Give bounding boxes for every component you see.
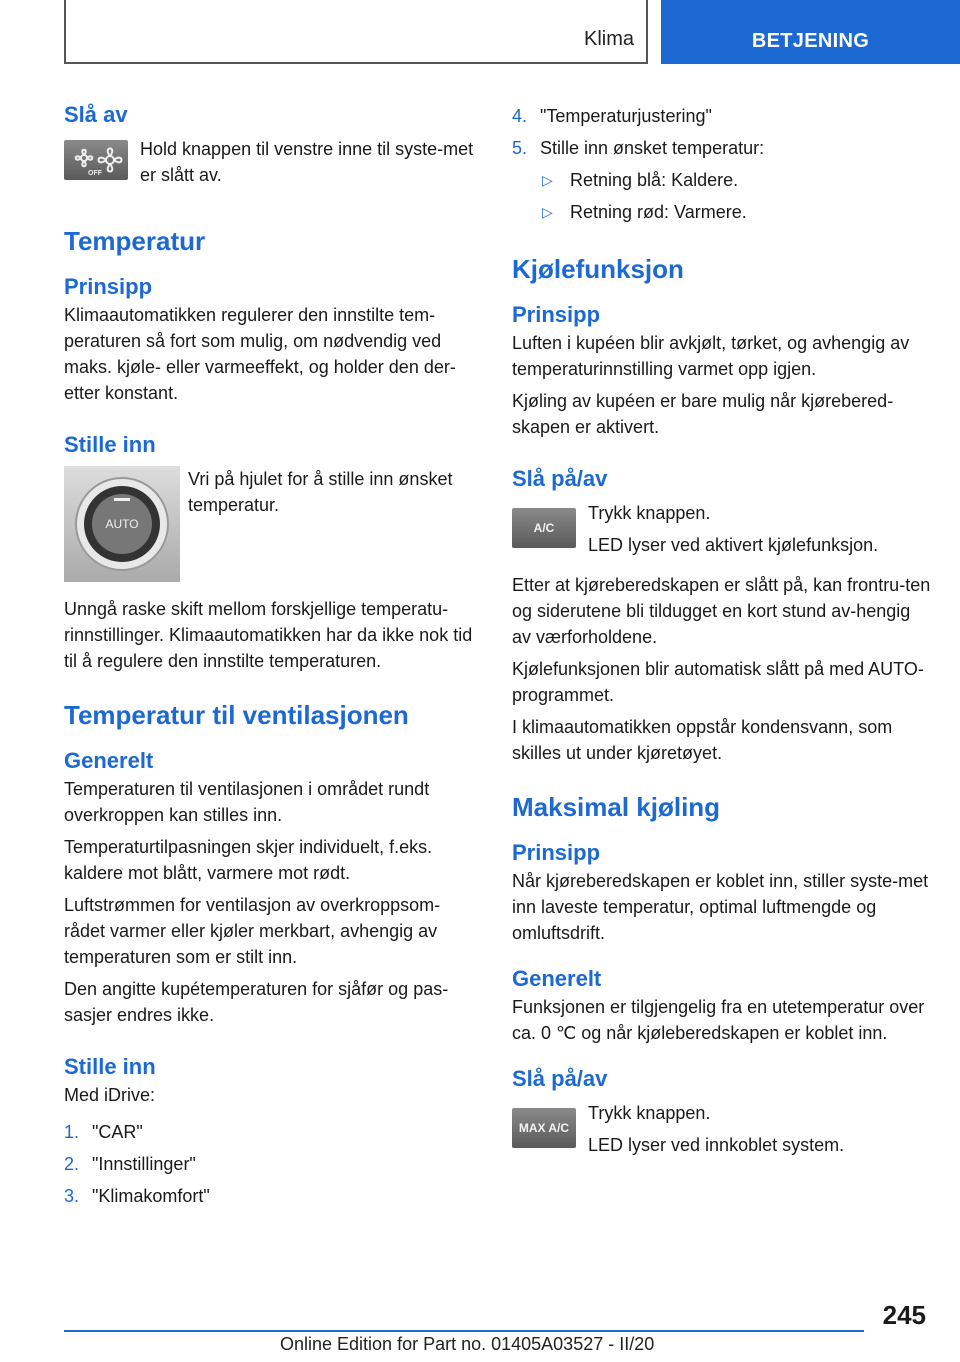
maxac-text-1: Trykk knappen. — [588, 1103, 711, 1123]
after-p2: Kjølefunksjonen blir automatisk slått på med AUTO-programmet. — [512, 659, 924, 705]
idrive-steps-continued — [512, 100, 932, 164]
principle-text: Klimaautomatikken regulerer den innstilte tem‐peraturen så fort som mulig, om nødvendig ved maks. kjøle- eller varmeeffekt, og holder den der‐etter konstant. — [64, 305, 456, 403]
general-p4: Den angitte kupétemperaturen for sjåfør og pas‐sasjer endres ikke. — [64, 979, 449, 1025]
off-text: Hold knappen til venstre inne til syste‐met er slått av. — [140, 139, 474, 185]
maxac-figure — [512, 1100, 932, 1158]
footer-edition: Online Edition for Part no. 01405A03527 - II/20 — [280, 1334, 655, 1354]
avoid-text: Unngå raske skift mellom forskjellige temperatu‐rinnstillinger. Klimaautomatikken har da ikke nok tid til å regulere den innstilte temperaturen. — [64, 599, 473, 671]
fan-icon — [66, 142, 126, 178]
svg-text:AUTO: AUTO — [105, 517, 139, 531]
max-cooling-heading: Maksimal kjøling — [512, 792, 721, 822]
svg-text:OFF: OFF — [88, 170, 102, 177]
general-p1: Temperaturen til ventilasjonen i området rundt overkroppen kan stilles inn. — [64, 779, 430, 825]
set-heading: Stille inn — [64, 432, 156, 457]
list-item: 4. "Temperaturjustering" — [512, 106, 712, 126]
cooling-heading: Kjølefunksjon — [512, 254, 684, 284]
temperature-knob-image — [64, 466, 180, 582]
ac-text-1: Trykk knappen. — [588, 503, 711, 523]
after-p3: I klimaautomatikken oppstår kondensvann, som skilles ut under kjøretøyet. — [512, 717, 893, 763]
knob-figure — [64, 466, 479, 582]
list-item: 2. "Innstillinger" — [64, 1154, 196, 1174]
off-figure — [64, 136, 479, 188]
set2-heading: Stille inn — [64, 1054, 156, 1079]
max-general-text: Funksjonen er tilgjengelig fra en utetemperatur over ca. 0 ℃ og når kjøleberedskapen er koblet inn. — [512, 997, 925, 1043]
off-heading: Slå av — [64, 102, 128, 127]
left-column — [64, 100, 479, 1212]
maxac-text-2: LED lyser ved innkoblet system. — [588, 1135, 845, 1155]
max-general-heading: Generelt — [512, 966, 602, 991]
header-section-title: Klima — [583, 28, 634, 50]
set-text: Vri på hjulet for å stille inn ønsket temperatur. — [188, 469, 453, 515]
cooling-principle-p1: Luften i kupéen blir avkjølt, tørket, og avhengig av temperaturinnstilling varmet opp igjen. — [512, 333, 910, 379]
knob-icon — [64, 466, 180, 582]
ac-figure — [512, 500, 932, 558]
general-p2: Temperaturtilpasningen skjer individuelt, f.eks. kaldere mot blått, varmere mot rødt. — [64, 837, 433, 883]
max-principle-text: Når kjøreberedskapen er koblet inn, stiller syste‐met inn laveste temperatur, optimal luftmengde og omluftsdrift. — [512, 871, 929, 943]
triangle-icon: ▷ — [542, 172, 553, 188]
ac-button-icon: A/C — [512, 508, 576, 548]
principle-heading: Prinsipp — [64, 274, 153, 299]
page-number: 245 — [882, 1300, 926, 1330]
fan-off-button-icon — [64, 140, 128, 180]
max-ac-button-icon: MAX A/C — [512, 1108, 576, 1148]
cooling-principle-heading: Prinsipp — [512, 302, 601, 327]
right-column — [512, 100, 932, 1158]
list-item: 5. Stille inn ønsket temperatur: — [512, 138, 765, 158]
list-item: 1. "CAR" — [64, 1122, 143, 1142]
list-item: ▷ Retning rød: Varmere. — [512, 196, 932, 228]
idrive-steps-list — [64, 1116, 479, 1212]
max-onoff-heading: Slå på/av — [512, 1066, 608, 1091]
cooling-onoff-heading: Slå på/av — [512, 466, 608, 491]
general-heading: Generelt — [64, 748, 154, 773]
max-principle-heading: Prinsipp — [512, 840, 601, 865]
after-p1: Etter at kjøreberedskapen er slått på, kan frontru‐ten og siderutene bli tildugget en kort stund av‐hengig av værforholdene. — [512, 575, 931, 647]
temperature-heading: Temperatur — [64, 226, 206, 256]
list-item: 3. "Klimakomfort" — [64, 1186, 210, 1206]
general-p3: Luftstrømmen for ventilasjon av overkroppsom‐rådet varmer eller kjøler merkbart, avhengig av temperaturen som er stilt inn. — [64, 895, 441, 967]
header-chapter-tab: BETJENING — [661, 0, 960, 64]
list-item: ▷ Retning blå: Kaldere. — [512, 164, 932, 196]
cooling-principle-p2: Kjøling av kupéen er bare mulig når kjørebered‐skapen er aktivert. — [512, 391, 894, 437]
substeps-list — [512, 164, 932, 228]
triangle-icon: ▷ — [542, 204, 553, 220]
vent-heading: Temperatur til ventilasjonen — [64, 700, 409, 730]
header-frame — [64, 0, 648, 64]
footer-divider — [64, 1330, 864, 1332]
ac-text-2: LED lyser ved aktivert kjølefunksjon. — [588, 535, 879, 555]
set2-text: Med iDrive: — [64, 1085, 156, 1105]
